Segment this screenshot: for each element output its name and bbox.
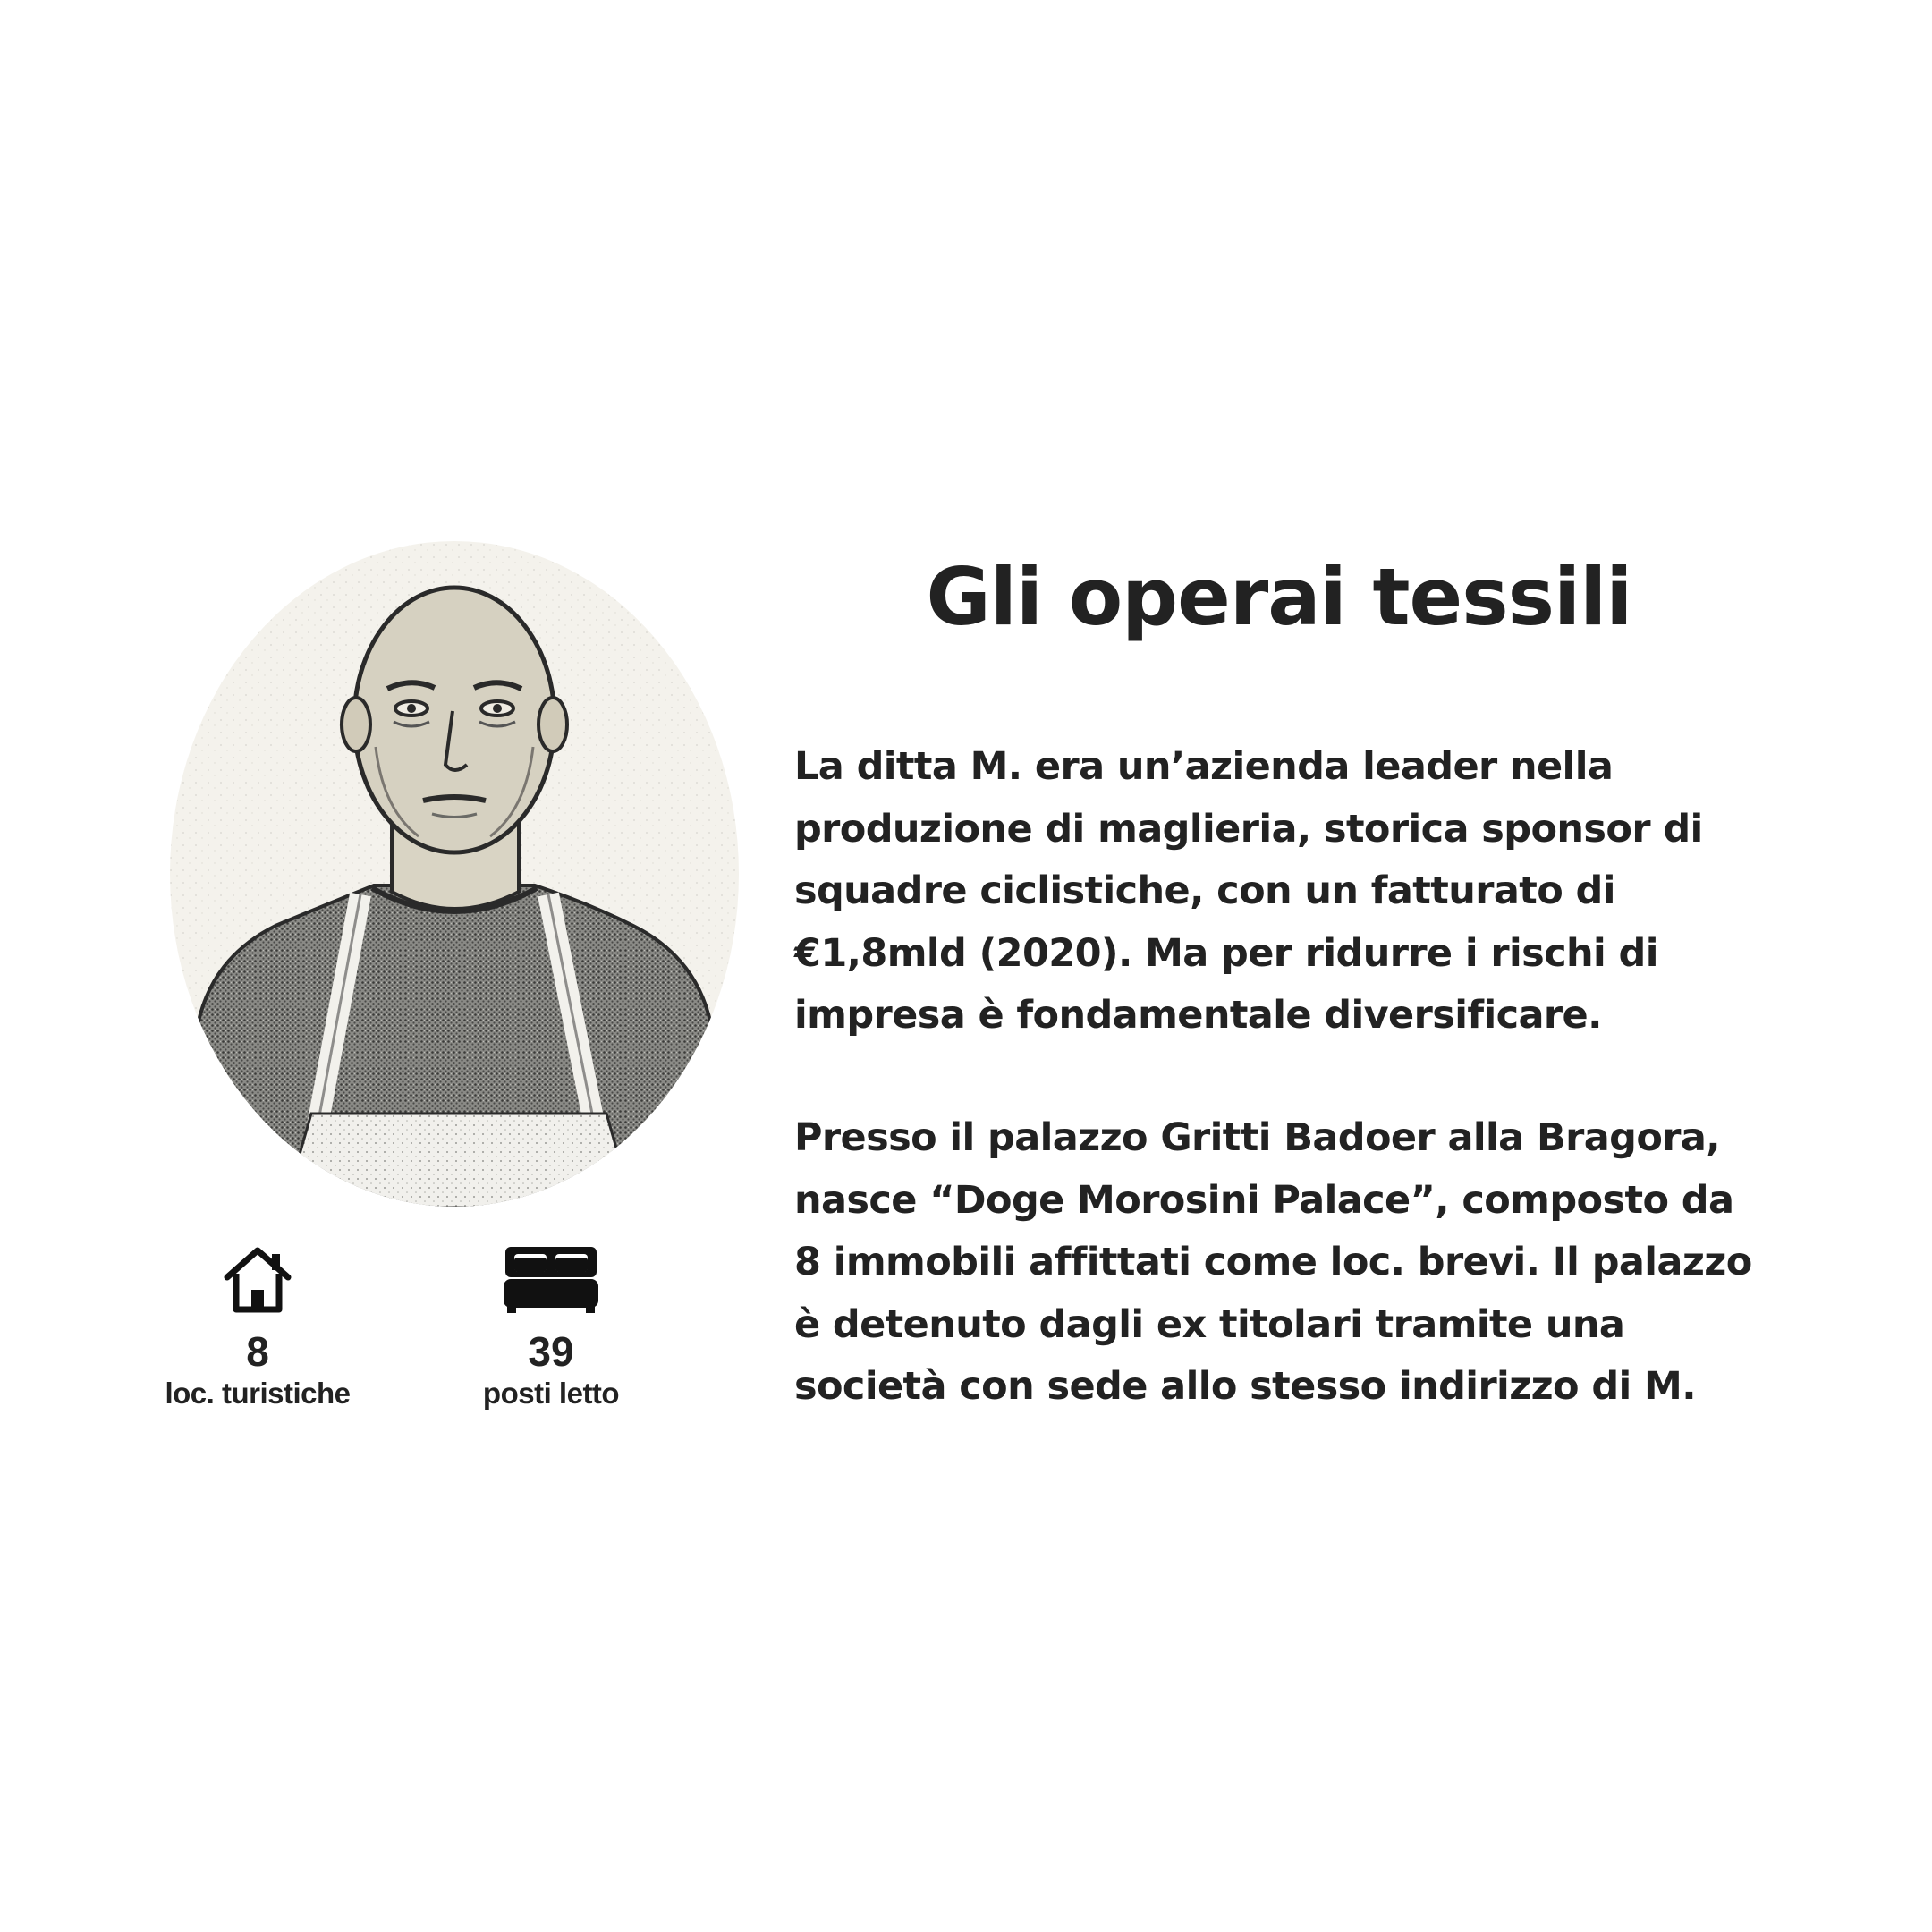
text-line: produzione di maglieria, storica sponsor di bbox=[794, 806, 1703, 852]
text-line: 8 immobili affittati come loc. brevi. Il palazzo bbox=[794, 1240, 1752, 1284]
text-line: La ditta M. era un’azienda leader nella bbox=[794, 744, 1614, 789]
bed-icon bbox=[502, 1243, 600, 1315]
page-title: Gli operai tessili bbox=[926, 551, 1632, 643]
text-line: Presso il palazzo Gritti Badoer alla Bragora, bbox=[794, 1115, 1721, 1160]
text-line: è detenuto dagli ex titolari tramite una bbox=[794, 1301, 1625, 1347]
text-line: nasce “Doge Morosini Palace”, composto da bbox=[794, 1177, 1734, 1223]
portrait-illustration bbox=[168, 541, 741, 1208]
text-line: €1,8mld (2020). Ma per ridurre i rischi di bbox=[794, 930, 1658, 976]
stat-label: loc. turistiche bbox=[165, 1377, 351, 1410]
paragraph-company bbox=[794, 736, 1814, 1047]
text-line: squadre ciclistiche, con un fatturato di bbox=[794, 869, 1615, 913]
stat-value: 8 bbox=[246, 1328, 269, 1375]
stat-beds bbox=[408, 1243, 694, 1411]
stat-label: posti letto bbox=[482, 1377, 620, 1410]
text-line: società con sede allo stesso indirizzo di M. bbox=[794, 1364, 1696, 1409]
stat-value: 39 bbox=[528, 1328, 574, 1375]
paragraph-palace bbox=[794, 1107, 1814, 1419]
text-line: impresa è fondamentale diversificare. bbox=[794, 993, 1602, 1038]
stat-tourist-rentals bbox=[114, 1243, 401, 1411]
house-icon bbox=[222, 1243, 293, 1315]
